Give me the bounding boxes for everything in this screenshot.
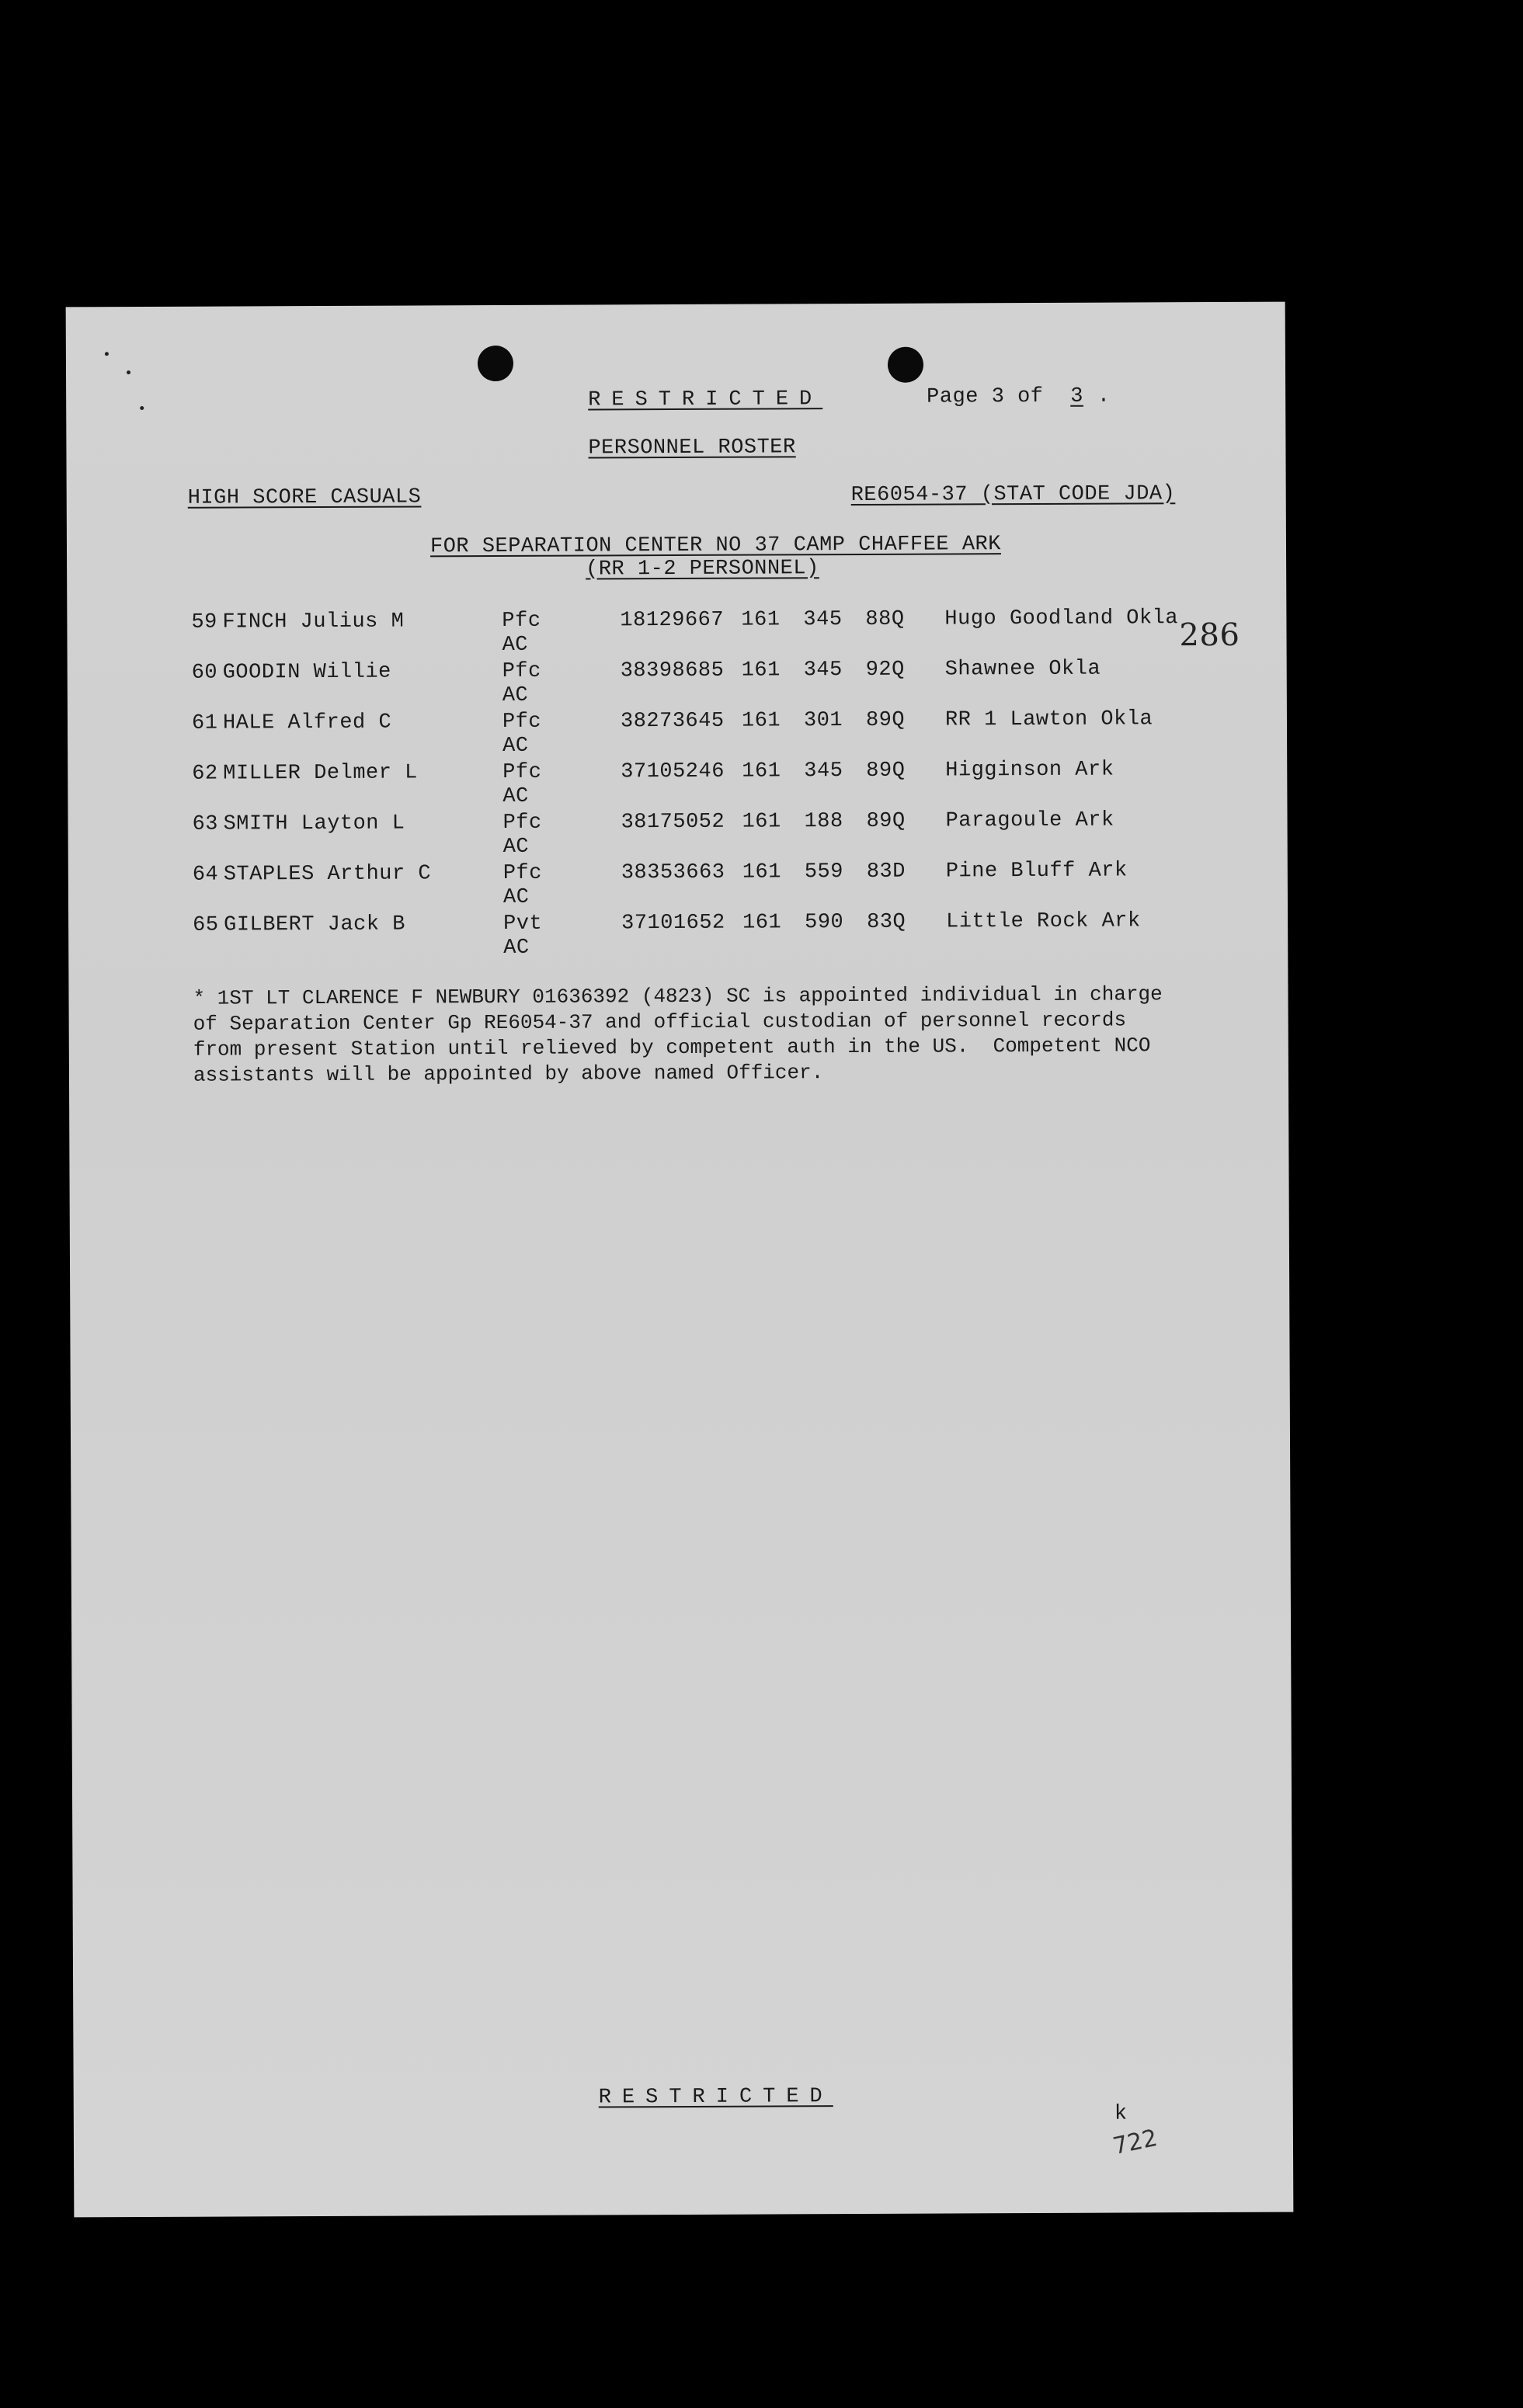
row-number: 65 [193, 913, 219, 937]
code-3: 89Q [866, 809, 906, 833]
serial-number: 37105246 [621, 759, 725, 784]
page-dot: . [1097, 384, 1111, 408]
code-3: 89Q [865, 708, 906, 732]
note-line: from present Station until relieved by competent auth in the US. Competent NCO [193, 1034, 1151, 1062]
serial-number: 18129667 [620, 608, 725, 633]
branch: AC [502, 835, 530, 859]
home-address: Shawnee Okla [944, 657, 1101, 682]
page-label [927, 385, 1111, 409]
branch: AC [502, 885, 530, 909]
appointment-note [193, 982, 1281, 1089]
code-3: 83D [866, 860, 906, 884]
home-address: Hugo Goodland Okla [944, 606, 1179, 631]
rank: Pfc [502, 861, 543, 885]
rank: Pfc [502, 710, 542, 734]
code-1: 161 [741, 658, 781, 683]
page-total: 3 [1070, 384, 1083, 408]
page-label-text: Page 3 of [927, 384, 1044, 409]
row-number: 63 [192, 812, 219, 836]
soldier-name: GILBERT Jack B [224, 912, 406, 937]
serial-number: 38273645 [620, 709, 725, 734]
home-address: Higginson Ark [945, 758, 1114, 783]
soldier-name: SMITH Layton L [223, 811, 405, 836]
destination: FOR SEPARATION CENTER NO 37 CAMP CHAFFEE ARK [429, 533, 1001, 559]
roster-code: RE6054-37 (STAT CODE JDA) [850, 482, 1176, 508]
code-2: 301 [803, 709, 843, 733]
personnel-sub: (RR 1-2 PERSONNEL) [586, 557, 819, 582]
rank: Pfc [502, 659, 541, 683]
note-line: * 1ST LT CLARENCE F NEWBURY 01636392 (4823) SC is appointed individual in charge [193, 982, 1163, 1010]
soldier-name: MILLER Delmer L [223, 761, 418, 786]
code-2: 590 [805, 911, 844, 935]
handwritten-scribble: 722 [1110, 2124, 1160, 2161]
code-1: 161 [741, 608, 781, 632]
code-2: 559 [804, 860, 843, 884]
classification-bottom: RESTRICTED [598, 2085, 833, 2110]
code-2: 345 [803, 608, 843, 632]
soldier-name: HALE Alfred C [222, 711, 392, 735]
footer-mark: k [1114, 2102, 1128, 2126]
speck [105, 352, 109, 356]
branch: AC [502, 683, 529, 707]
row-number: 64 [192, 863, 219, 887]
home-address: Pine Bluff Ark [945, 859, 1128, 884]
rank: Pfc [502, 609, 541, 633]
home-address: RR 1 Lawton Okla [944, 707, 1153, 732]
branch: AC [502, 633, 529, 657]
soldier-name: STAPLES Arthur C [223, 862, 432, 887]
row-number: 62 [192, 762, 218, 786]
code-1: 161 [742, 810, 781, 834]
home-address: Paragoule Ark [945, 808, 1114, 833]
speck [140, 406, 144, 410]
document-page [66, 302, 1294, 2218]
speck [127, 370, 130, 374]
serial-number: 38353663 [621, 860, 725, 885]
soldier-name: GOODIN Willie [222, 660, 391, 685]
code-2: 345 [804, 759, 843, 784]
home-address: Little Rock Ark [946, 909, 1141, 934]
branch: AC [502, 734, 529, 758]
branch: AC [502, 784, 529, 808]
note-line: of Separation Center Gp RE6054-37 and official custodian of personnel records [193, 1008, 1127, 1036]
code-1: 161 [742, 860, 782, 884]
branch: AC [503, 936, 530, 960]
punch-hole-right [888, 347, 923, 383]
row-number: 60 [191, 661, 218, 685]
code-1: 161 [742, 911, 782, 935]
row-number: 61 [191, 711, 218, 735]
code-3: 92Q [865, 658, 905, 682]
code-2: 345 [803, 658, 843, 683]
serial-number: 38398685 [620, 658, 725, 683]
serial-number: 37101652 [621, 911, 725, 936]
rank: Pvt [503, 912, 543, 936]
soldier-name: FINCH Julius M [222, 610, 405, 634]
stamp-number: 286 [1179, 617, 1240, 654]
group-name: HIGH SCORE CASUALS [187, 485, 422, 510]
serial-number: 38175052 [621, 810, 725, 835]
note-line: assistants will be appointed by above named Officer. [193, 1061, 824, 1087]
code-1: 161 [741, 709, 781, 733]
rank: Pfc [502, 760, 542, 784]
roster-title: PERSONNEL ROSTER [588, 436, 796, 460]
classification-top: RESTRICTED [588, 387, 823, 412]
code-3: 89Q [866, 759, 906, 783]
code-1: 161 [742, 759, 781, 784]
code-3: 88Q [865, 607, 905, 631]
row-number: 59 [191, 610, 217, 634]
rank: Pfc [502, 811, 542, 835]
code-3: 83Q [867, 910, 906, 934]
code-2: 188 [804, 810, 843, 834]
punch-hole-left [478, 346, 513, 381]
